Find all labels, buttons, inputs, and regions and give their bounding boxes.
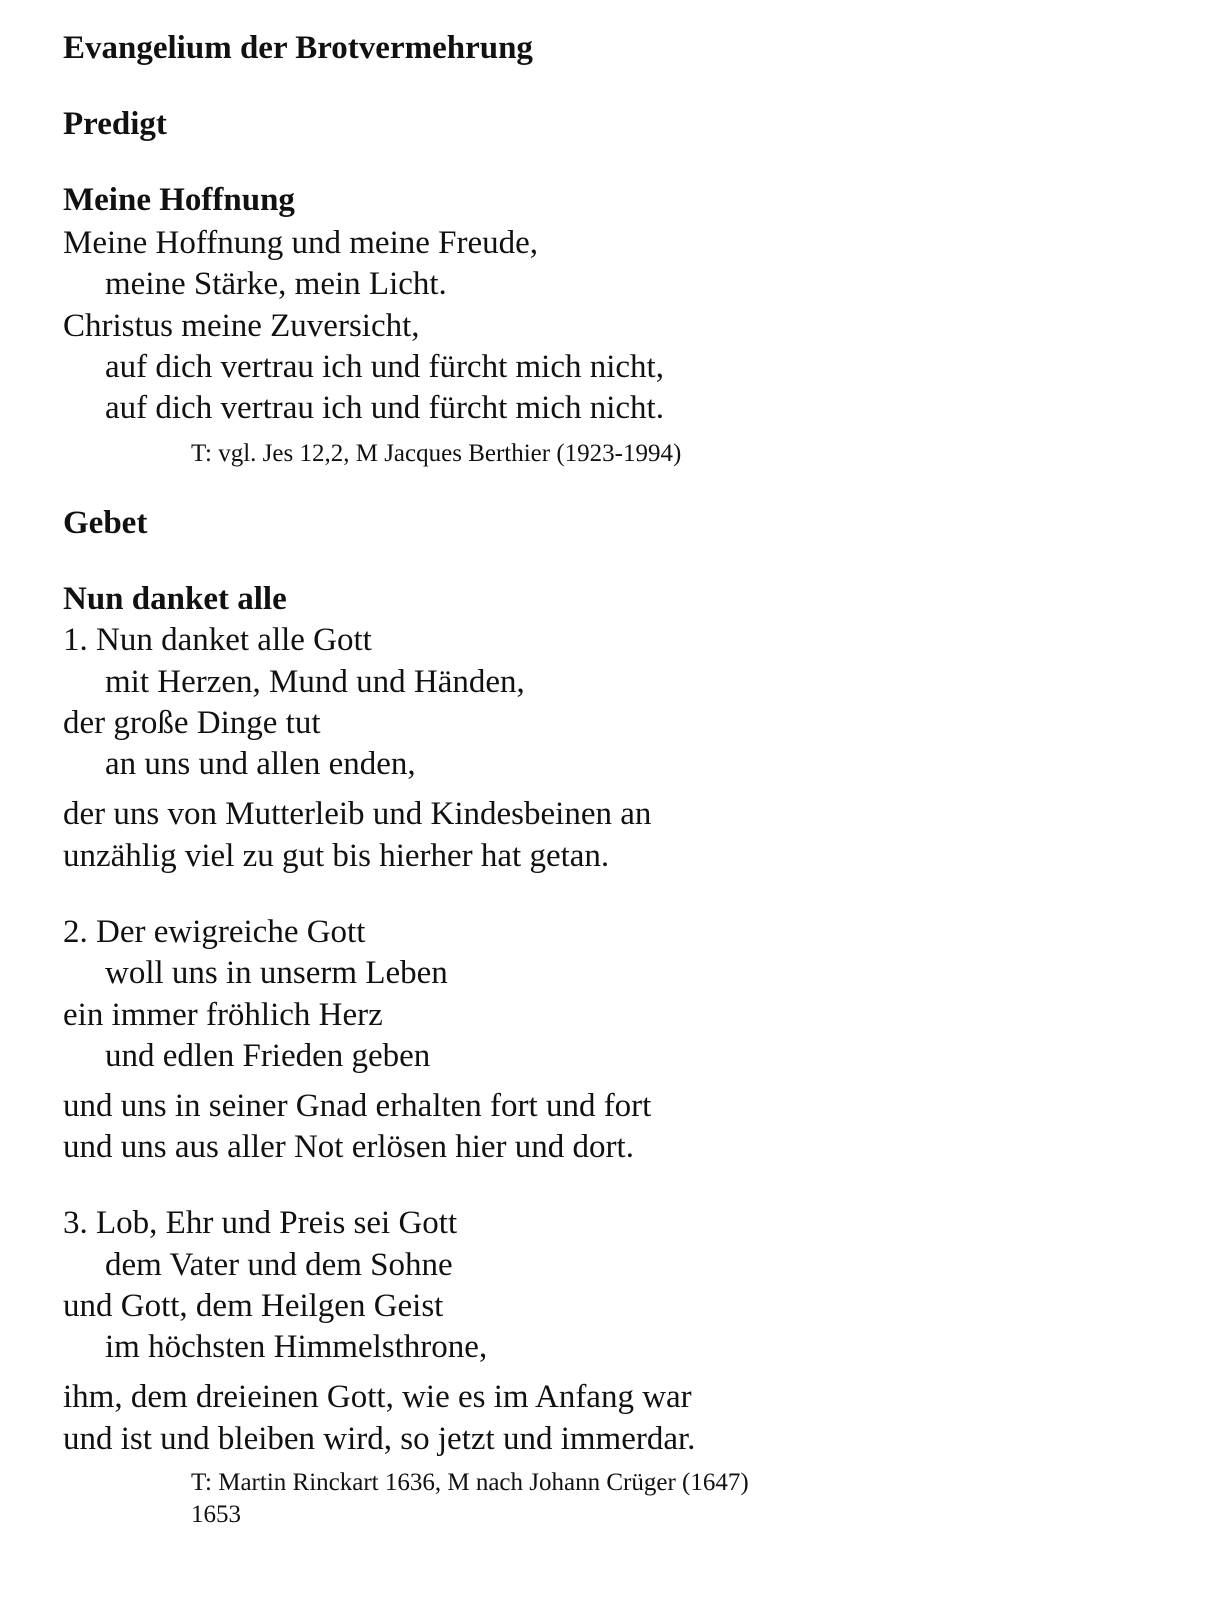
song-line: 1. Nun danket alle Gott	[63, 622, 372, 658]
song-line: im höchsten Himmelsthrone,	[105, 1329, 488, 1365]
song-title: Meine Hoffnung	[63, 182, 295, 218]
song-credit: T: Martin Rinckart 1636, M nach Johann Crüger (1647)	[191, 1469, 749, 1496]
song-line: 3. Lob, Ehr und Preis sei Gott	[63, 1205, 458, 1241]
song-line: mit Herzen, Mund und Händen,	[105, 664, 525, 700]
heading-gospel: Evangelium der Brotvermehrung	[63, 30, 533, 66]
song-line: und ist und bleiben wird, so jetzt und immerdar.	[63, 1421, 696, 1457]
song-line: auf dich vertrau ich und fürcht mich nicht.	[105, 390, 664, 426]
song-title: Nun danket alle	[63, 581, 287, 617]
heading-prayer: Gebet	[63, 505, 148, 541]
song-line: Christus meine Zuversicht,	[63, 308, 420, 344]
song-credit-year: 1653	[191, 1501, 241, 1528]
song-line: ihm, dem dreieinen Gott, wie es im Anfang war	[63, 1379, 692, 1415]
song-line: unzählig viel zu gut bis hierher hat getan.	[63, 838, 610, 874]
song-credit: T: vgl. Jes 12,2, M Jacques Berthier (1923-1994)	[191, 440, 682, 467]
song-line: an uns und allen enden,	[105, 746, 416, 782]
song-line: ein immer fröhlich Herz	[63, 997, 383, 1033]
song-line: Meine Hoffnung und meine Freude,	[63, 225, 539, 261]
song-line: und uns in seiner Gnad erhalten fort und fort	[63, 1088, 652, 1124]
song-line: der uns von Mutterleib und Kindesbeinen an	[63, 796, 652, 832]
song-line: und Gott, dem Heilgen Geist	[63, 1288, 444, 1324]
song-line: und uns aus aller Not erlösen hier und dort.	[63, 1129, 634, 1165]
song-line: meine Stärke, mein Licht.	[105, 266, 447, 302]
song-line: dem Vater und dem Sohne	[105, 1247, 453, 1283]
song-line: auf dich vertrau ich und fürcht mich nicht,	[105, 349, 664, 385]
song-line: der große Dinge tut	[63, 705, 321, 741]
heading-sermon: Predigt	[63, 106, 167, 142]
song-line: woll uns in unserm Leben	[105, 955, 448, 991]
song-line: und edlen Frieden geben	[105, 1038, 431, 1074]
song-line: 2. Der ewigreiche Gott	[63, 914, 366, 950]
